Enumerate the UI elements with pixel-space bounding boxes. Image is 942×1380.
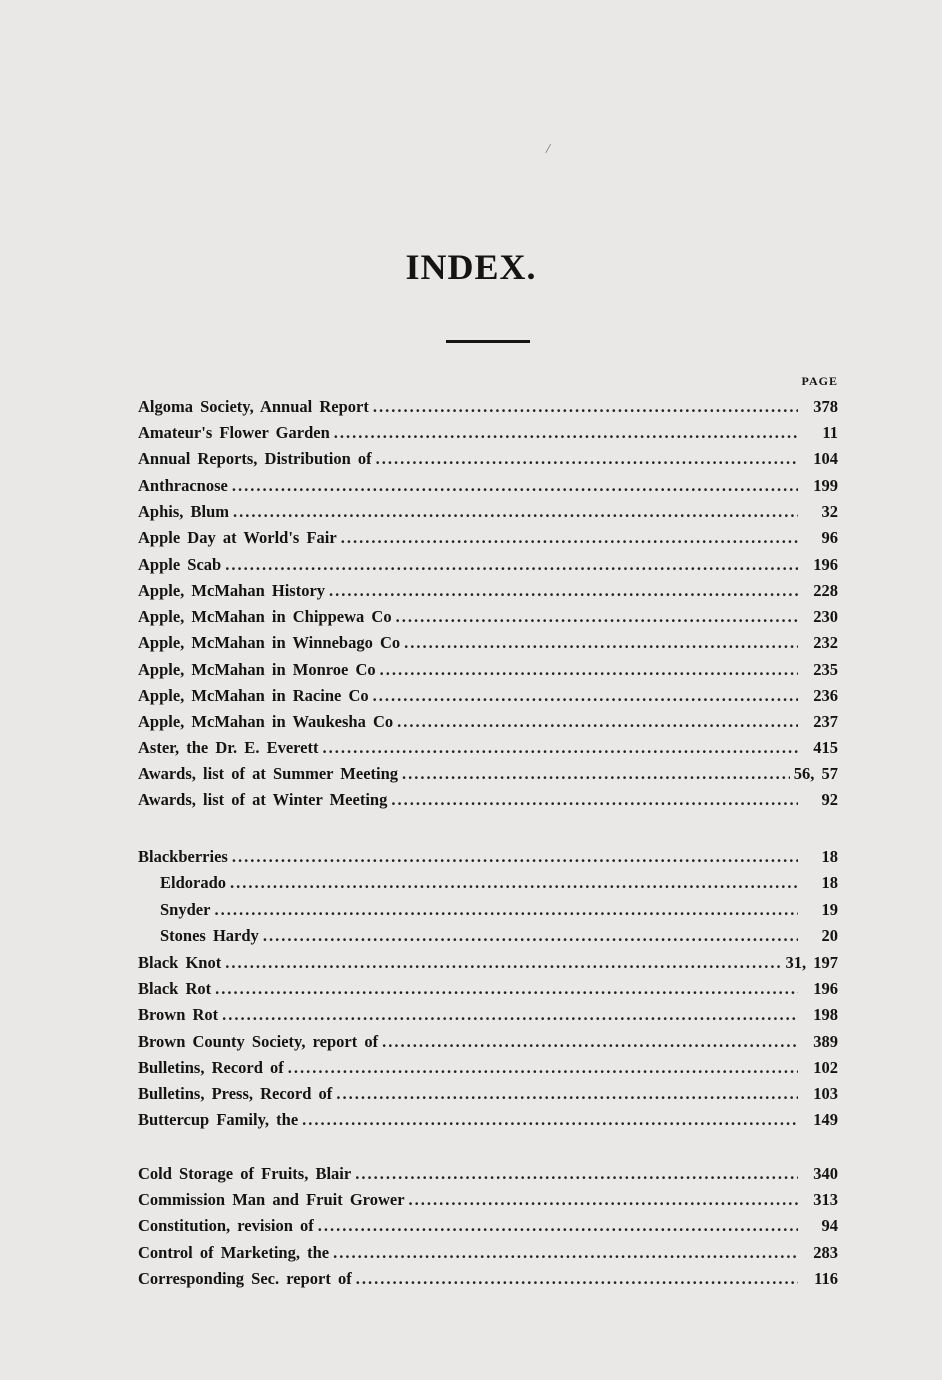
entry-page: 149 xyxy=(813,1110,838,1129)
dot-leader xyxy=(376,449,798,469)
dot-leader xyxy=(333,1243,798,1263)
entry-label: Apple, McMahan in Monroe Co xyxy=(138,660,376,679)
entry-page: 415 xyxy=(813,738,838,757)
index-entry xyxy=(138,1058,838,1084)
entry-page: 196 xyxy=(813,555,838,574)
dot-leader xyxy=(288,1058,798,1078)
index-entry xyxy=(138,1005,838,1031)
dot-leader xyxy=(232,847,798,867)
index-entry xyxy=(138,847,838,873)
index-subentry xyxy=(160,873,838,899)
dot-leader xyxy=(402,764,790,784)
dot-leader xyxy=(222,1005,798,1025)
dot-leader xyxy=(263,926,798,946)
dot-leader xyxy=(355,1164,798,1184)
index-entry xyxy=(138,555,838,581)
entry-page: 11 xyxy=(822,423,838,442)
index-entry xyxy=(138,1216,838,1242)
pencil-mark: / xyxy=(544,141,552,158)
entry-label: Stones Hardy xyxy=(160,926,259,945)
index-entry xyxy=(138,660,838,686)
entry-page: 96 xyxy=(821,528,838,547)
entry-label: Buttercup Family, the xyxy=(138,1110,299,1129)
index-entry xyxy=(138,528,838,554)
dot-leader xyxy=(232,476,798,496)
index-entry xyxy=(138,633,838,659)
entry-page: 340 xyxy=(813,1164,838,1183)
index-entry xyxy=(138,581,838,607)
entry-page: 32 xyxy=(821,502,838,521)
index-entry xyxy=(138,1032,838,1058)
index-entry xyxy=(138,1110,838,1136)
entry-page: 103 xyxy=(813,1084,838,1103)
page-title: INDEX. xyxy=(405,247,537,287)
index-entry xyxy=(138,1190,838,1216)
page-column-header: PAGE xyxy=(801,374,838,388)
index-entry xyxy=(138,1243,838,1269)
entry-label: Aphis, Blum xyxy=(138,502,230,521)
entry-label: Apple, McMahan in Chippewa Co xyxy=(138,607,392,626)
dot-leader xyxy=(230,873,798,893)
entry-label: Brown Rot xyxy=(138,1005,219,1024)
entry-label: Commission Man and Fruit Grower xyxy=(138,1190,405,1209)
entry-label: Algoma Society, Annual Report xyxy=(138,397,369,416)
dot-leader xyxy=(397,712,798,732)
entry-page: 94 xyxy=(821,1216,838,1235)
entry-label: Annual Reports, Distribution of xyxy=(138,449,372,468)
entry-label: Amateur's Flower Garden xyxy=(138,423,330,442)
entry-label: Black Rot xyxy=(138,979,212,998)
entry-label: Bulletins, Press, Record of xyxy=(138,1084,333,1103)
dot-leader xyxy=(409,1190,798,1210)
dot-leader xyxy=(341,528,798,548)
dot-leader xyxy=(318,1216,798,1236)
entry-page: 283 xyxy=(813,1243,838,1262)
entry-page: 18 xyxy=(821,873,838,892)
entry-page: 236 xyxy=(813,686,838,705)
entry-label: Eldorado xyxy=(160,873,227,892)
dot-leader xyxy=(336,1084,798,1104)
entry-page: 237 xyxy=(813,712,838,731)
entry-label: Awards, list of at Winter Meeting xyxy=(138,790,388,809)
entry-label: Snyder xyxy=(160,900,211,919)
index-entry xyxy=(138,423,838,449)
index-entry xyxy=(138,979,838,1005)
index-subentry xyxy=(160,926,838,952)
index-subentry xyxy=(160,900,838,926)
dot-leader xyxy=(391,790,798,810)
index-entry xyxy=(138,953,838,979)
index-entry xyxy=(138,607,838,633)
entry-page: 116 xyxy=(814,1269,838,1288)
entry-label: Control of Marketing, the xyxy=(138,1243,330,1262)
dot-leader xyxy=(334,423,798,443)
index-entry xyxy=(138,712,838,738)
entry-label: Apple, McMahan in Racine Co xyxy=(138,686,369,705)
entry-page: 20 xyxy=(821,926,838,945)
entry-page: 199 xyxy=(813,476,838,495)
dot-leader xyxy=(233,502,798,522)
dot-leader xyxy=(329,581,798,601)
entry-label: Blackberries xyxy=(138,847,228,866)
dot-leader xyxy=(404,633,798,653)
entry-label: Apple Scab xyxy=(138,555,222,574)
entry-page: 235 xyxy=(813,660,838,679)
entry-label: Apple, McMahan History xyxy=(138,581,326,600)
index-entry xyxy=(138,686,838,712)
dot-leader xyxy=(215,979,798,999)
entry-page: 313 xyxy=(813,1190,838,1209)
entry-page: 230 xyxy=(813,607,838,626)
dot-leader xyxy=(373,686,798,706)
index-entry xyxy=(138,476,838,502)
dot-leader xyxy=(302,1110,798,1130)
index-entry xyxy=(138,397,838,423)
index-entry xyxy=(138,502,838,528)
index-entry xyxy=(138,790,838,816)
entry-page: 18 xyxy=(821,847,838,866)
dot-leader xyxy=(396,607,798,627)
title-divider xyxy=(446,340,530,343)
entry-label: Apple, McMahan in Winnebago Co xyxy=(138,633,401,652)
entry-label: Awards, list of at Summer Meeting xyxy=(138,764,399,783)
dot-leader xyxy=(322,738,798,758)
dot-leader xyxy=(380,660,798,680)
dot-leader xyxy=(225,953,781,973)
entry-page: 196 xyxy=(813,979,838,998)
index-entry xyxy=(138,1084,838,1110)
entry-label: Corresponding Sec. report of xyxy=(138,1269,352,1288)
entry-page: 102 xyxy=(813,1058,838,1077)
dot-leader xyxy=(382,1032,798,1052)
dot-leader xyxy=(356,1269,798,1289)
entry-page: 92 xyxy=(821,790,838,809)
entry-label: Apple, McMahan in Waukesha Co xyxy=(138,712,394,731)
entry-page: 104 xyxy=(813,449,838,468)
dot-leader xyxy=(214,900,798,920)
entry-label: Constitution, revision of xyxy=(138,1216,314,1235)
index-entry xyxy=(138,738,838,764)
entry-page: 198 xyxy=(813,1005,838,1024)
entry-page: 378 xyxy=(813,397,838,416)
index-entry xyxy=(138,1164,838,1190)
entry-page: 228 xyxy=(813,581,838,600)
entry-label: Aster, the Dr. E. Everett xyxy=(138,738,319,757)
index-entry xyxy=(138,1269,838,1295)
entry-page: 19 xyxy=(821,900,838,919)
entry-label: Anthracnose xyxy=(138,476,228,495)
entry-page: 389 xyxy=(813,1032,838,1051)
entry-page: 232 xyxy=(813,633,838,652)
entry-label: Cold Storage of Fruits, Blair xyxy=(138,1164,352,1183)
entry-label: Black Knot xyxy=(138,953,222,972)
entry-label: Brown County Society, report of xyxy=(138,1032,379,1051)
entry-page: 31, 197 xyxy=(785,953,838,972)
entry-page: 56, 57 xyxy=(793,764,838,783)
index-entry xyxy=(138,764,838,790)
dot-leader xyxy=(373,397,798,417)
dot-leader xyxy=(225,555,798,575)
index-entry xyxy=(138,449,838,475)
entry-label: Apple Day at World's Fair xyxy=(138,528,337,547)
entry-label: Bulletins, Record of xyxy=(138,1058,284,1077)
